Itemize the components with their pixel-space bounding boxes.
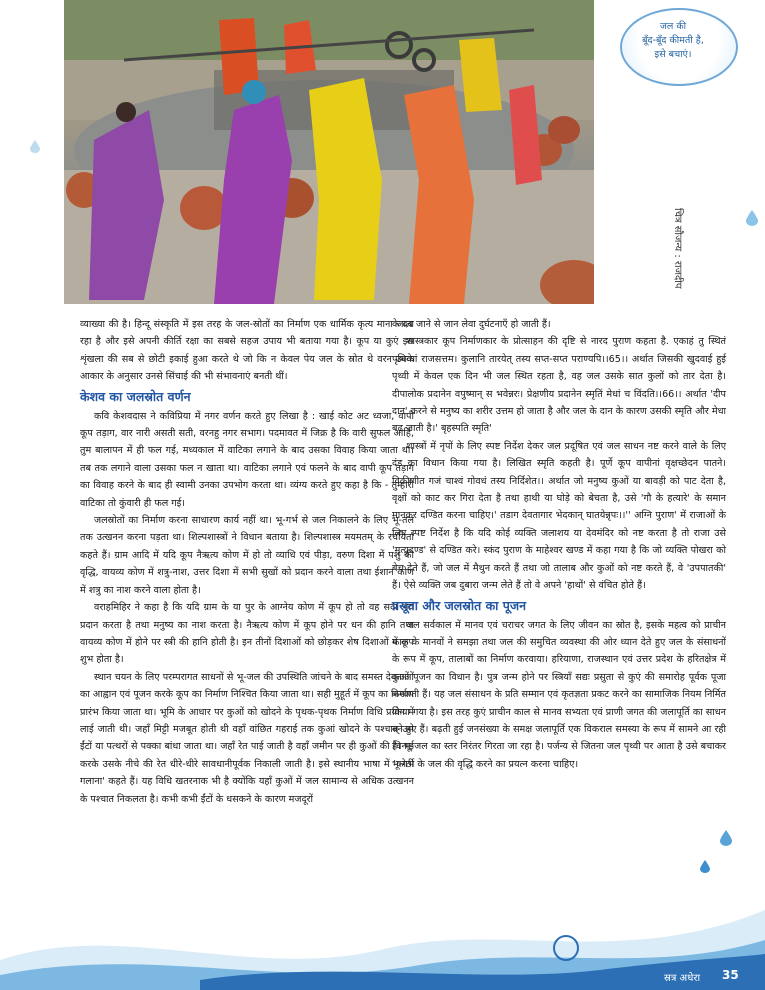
slogan-badge	[598, 8, 748, 88]
photo-illustration	[64, 0, 594, 304]
right-text-column	[392, 316, 726, 773]
section-heading: केशव का जलस्रोत वर्णन	[80, 388, 191, 404]
slogan-line-1: जल की	[659, 21, 687, 32]
paragraph: जलस्रोतों का निर्माण करना साधारण कार्य नहीं था। भू-गर्भ से जल निकालने के लिए भू-तल तक उत्खनन करना पड़ता था। शिल्पशास्त्रों ने विधान बताया है। शिल्पशास्त्र मयमतम् के रचयिता कहते हैं। ग्राम आदि में यदि कूप नैऋत्य कोण में हो तो व्याधि एवं पीड़ा, वरुण दिशा में पशु की वृद्धि, वायव्य कोण में शत्रु-नाश, उत्तर दिशा में सभी सुखों को प्रदान करने वाला तथा ईशान कोण में शत्रु का नाश करने वाला होता है।	[80, 515, 414, 596]
paragraph: वराहमिहिर ने कहा है कि यदि ग्राम के या पुर के आग्नेय कोण में कूप हो तो वह सदा भय प्रदान करता है तथा मनुष्य का नाश करता है। नैऋत्य कोण में कूप होने पर धन की हानि तथा वायव्य कोण में होने पर स्त्री की हानि होती है। इन तीनों दिशाओं को छोड़कर शेष दिशाओं में कूप शुभ होता है।	[80, 602, 414, 666]
water-droplet-icon	[746, 210, 758, 226]
paragraph: के दब जाने से जान लेवा दुर्घटनाएँ हो जाती हैं।	[392, 319, 551, 330]
water-droplet-icon	[720, 830, 732, 846]
section-heading: प्रसूता और जलस्रोत का पूजन	[392, 597, 527, 613]
slogan-line-3: इसे बचाएं।	[654, 49, 692, 60]
page-number: 35	[722, 968, 739, 982]
paragraph: शास्त्रकार कूप निर्माणकार के प्रोत्साहन की दृष्टि से नारद पुराण कहता है. एकाहं तु स्थितं पृथिव्यां राजसत्तम। कुलानि तारयेत् तस्य सप्त-सप्त पराण्यपि।।65।। अर्थात जिसकी खुदवाई हुई पृथ्वी में केवल एक दिन भी जल स्थित रहता है, वह जल उसके सात कुलों को तार देता है। दीपालोक प्रदानेन वपुष्मान् स भवेन्नरः। प्रेक्षणीय प्रदानेन स्मृतिं मेधां च विंदति।।66।। अर्थात 'दीप दान' करने से मनुष्य का शरीर उत्तम हो जाता है और जल के दान के कारण उसकी स्मृति और मेधा बढ़ जाती है।' बृहस्पति स्मृति'	[392, 336, 726, 435]
slogan-line-2: बूँद-बूँद कीमती है,	[642, 35, 704, 46]
paragraph: स्थान चयन के लिए परम्परागत साधनों से भू-जल की उपस्थिति जांचने के बाद समस्त देवताओं का आह्वान एवं पूजन करके कूप का निर्माण निश्चित किया जाता था। सही मुहूर्त में कूप का निर्माण प्रारंभ किया जाता था। भूमि के आधार पर कुओं को खोदने के पृथक-पृथक निर्माण विधि प्रयोग में लाई जाती थी। जहाँ मिट्टी मजबूत होती थी वहाँ वांछित गहराई तक कुआं खोदने के पश्चात् उसे ईंटों या पत्थरों से पक्का बांधा जाता था। जहाँ रेत पाई जाती है वहाँ जमीन पर ही कुओं की चिनाई करके उसके नीचे की रेत धीरे-धीरे सावधानीपूर्वक निकाली जाती है। इसे स्थानीय भाषा में 'कोठी गलाना' कहते हैं। यह विधि खतरनाक भी है क्योंकि यहाँ कुओं में जल सामान्य से अधिक उत्खनन के पश्चात निकलता है। कभी कभी ईंटों के धसकने के कारण मजदूरों	[80, 671, 414, 805]
water-droplet-icon	[700, 860, 710, 874]
photo-credit: चित्र सौजन्य : राजदीप	[672, 208, 683, 289]
water-droplet-icon	[30, 140, 40, 154]
paragraph: कवि केशवदास ने कविप्रिया में नगर वर्णन करते हुए लिखा है : खाई कोट अट ध्वजा, वापी कूप तड़ाग, वार नारी असती सती, वरनहु नगर सभाग। पदमावत में जिक्र है कि वारी सुफल आहि, तुम बालापन में ही फल गई, मध्यकाल में वाटिका लगाने के बाद उसका विवाह किया जाता था। तब तक लगाने वाला उसका फल न खाता था। वाटिका लगाने एवं फलने के बाद वापी कूप तड़ाग का विवाह करने के बाद ही स्वामी उनका उपभोग करता था। व्यंग्य करते हुए कहा है कि - तुम्हारी वाटिका तो कुंवारी ही फल गई।	[80, 410, 414, 509]
paragraph: शास्त्रों में नृपों के लिए स्पष्ट निर्देश देकर जल प्रदूषित एवं जल साधन नष्ट करने वाले के लिए दंड का विधान किया गया है। लिखित स्मृति कहती है। पूर्णे कूप वापीनां वृक्षच्छेदन पातने। विक्रीणीत गजं चाश्वं गोवधं तस्य निर्दिशेत।। अर्थात जो मनुष्य कुओं या बावड़ी को पाट देता है, वृक्षों को काट कर गिरा देता है तथा हाथी या घोड़े को बेचता है, उसे 'गौ के हत्यारे' के समान मानकर दण्डित करना चाहिए।' तडाग देवतागार भेदकान् घातयेन्नृपः।।'' अग्नि पुराण' में राजाओं के लिए स्पष्ट निर्देश है कि यदि कोई व्यक्ति जलाशय या देवमंदिर को नष्ट करता है तो राजा उसे 'मृत्युदण्ड' से दण्डित करे। स्कंद पुराण के माहेश्वर खण्ड में कहा गया है कि जो व्यक्ति पोखरा को बेच देते हैं, जो जल में मैथुन करते हैं तथा जो तालाब और कुओं को नष्ट करते हैं, वे 'उपपातकी' हैं। ऐसे व्यक्ति जब दुबारा जन्म लेते हैं तो वे अपने 'हाथों' से वंचित होते हैं।	[392, 440, 726, 592]
paragraph: जल सर्वकाल में मानव एवं चराचर जगत के लिए जीवन का स्रोत है, इसके महत्व को प्राचीन काल के मानवों ने समझा तथा जल की समुचित व्यवस्था की ओर ध्यान देते हुए जल के संसाधनों के रूप में कूप, तालाबों का निर्माण करवाया। हरियाणा, राजस्थान एवं उत्तर प्रदेश के हरितक्षेत्र में कुओं पूजन का विधान है। पुत्र जन्म होने पर स्त्रियाँ सद्यः प्रसुता से कुएं की समारोह पूर्वक पूजा करवाती हैं। यह जल संसाधन के प्रति सम्मान एवं कृतज्ञता प्रकट करने का सामाजिक नियम निर्मित किया गया है। इस तरह कुएं प्राचीन काल से मानव सभ्यता एवं प्राणी जगत की जलापूर्ति का साधन बने हुए हैं। बढ़ती हुई जनसंख्या के समक्ष जलापूर्ति एक विकराल समस्या के रूप में सामने आ रही है। भू-जल का स्तर निरंतर गिरता जा रहा है। पर्जन्य से जितना जल पृथ्वी पर आता है उसे बचाकर भू-गर्भ के जल की वृद्धि करने का प्रयत्न करना चाहिए।	[392, 619, 726, 770]
well-photograph	[64, 0, 594, 304]
left-text-column	[80, 316, 414, 808]
magazine-name: स्रत्र अधेरा	[664, 973, 701, 984]
paragraph: व्याख्या की है। हिन्दू संस्कृति में इस तरह के जल-स्रोतों का निर्माण एक धार्मिक कृत्य माना जाता रहा है और इसे अपनी कीर्ति रक्षा का सबसे सहज उपाय भी बताया गया है। कूप या कुएं इस शृंखला की सब से छोटी इकाई हुआ करते थे जो कि न केवल पेय जल के स्रोत थे वरन उनके आकार के अनुसार उनसे सिंचाई की भी संभावनाएं बनती थीं।	[80, 319, 414, 383]
footer-wave-decoration	[0, 880, 765, 990]
